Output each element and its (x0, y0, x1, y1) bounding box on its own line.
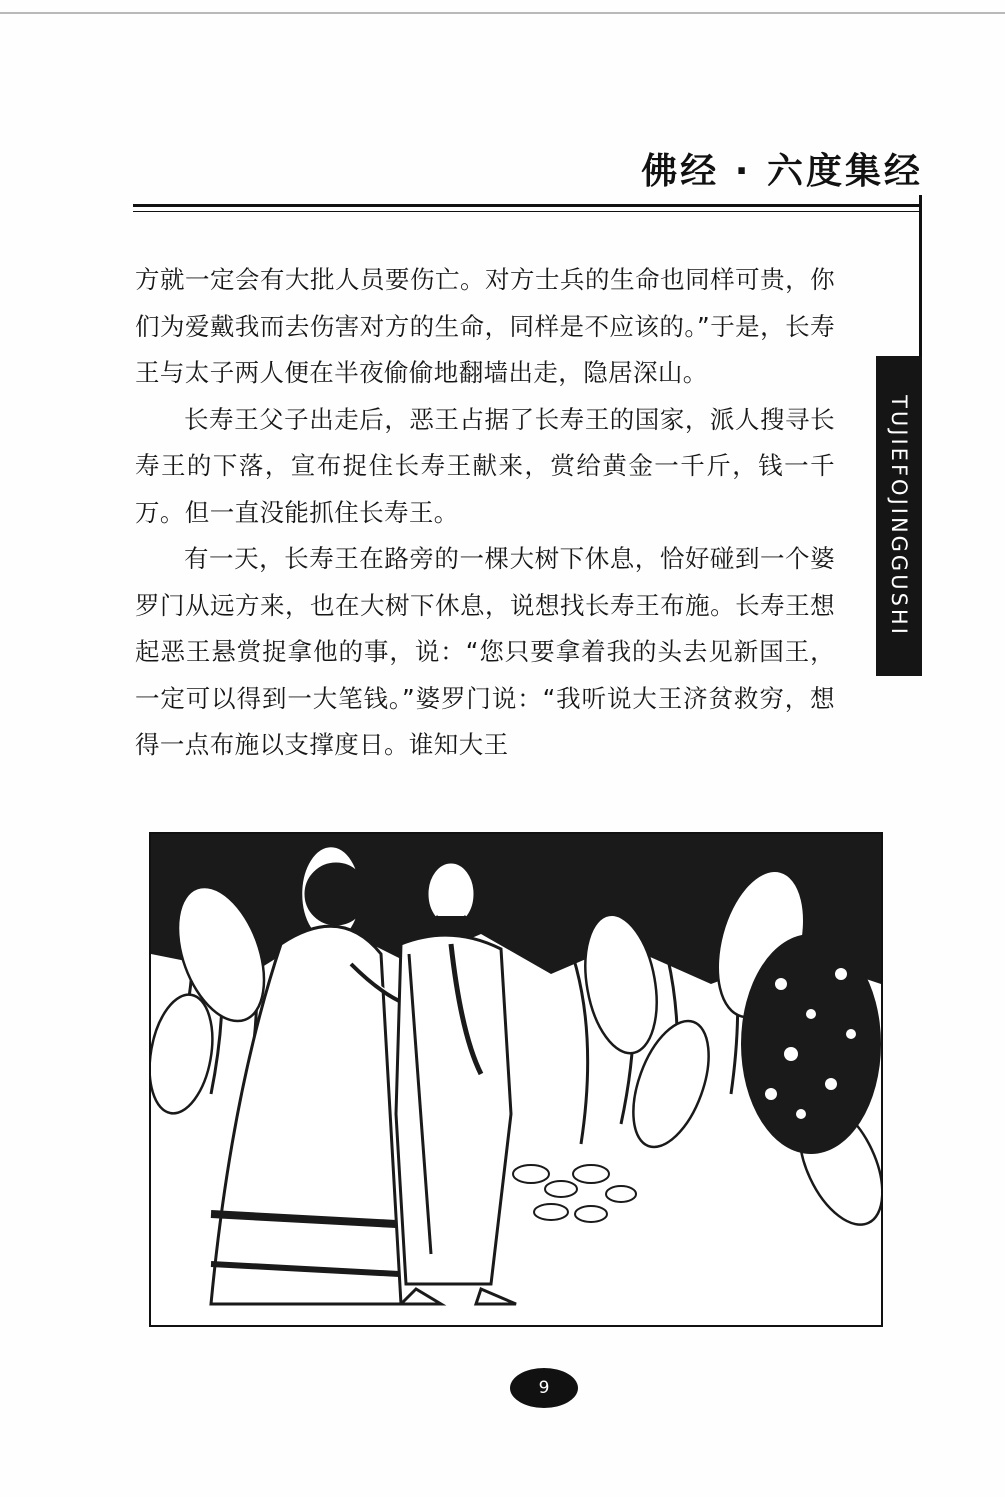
page-number-badge: 9 (510, 1368, 578, 1408)
side-tab-label: TUJIEFOJINGGUSHI (887, 395, 912, 637)
top-edge-rule (0, 12, 1005, 14)
illustration (149, 832, 883, 1327)
body-text (135, 257, 835, 769)
header-rule-vertical (919, 195, 922, 365)
paragraph-3: 有一天，长寿王在路旁的一棵大树下休息，恰好碰到一个婆罗门从远方来，也在大树下休息，说想找长寿王布施。长寿王想起恶王悬赏捉拿他的事，说：“您只要拿着我的头去见新国王，一定可以得到一大笔钱。”婆罗门说：“我听说大王济贫救穷，想得一点布施以支撑度日。谁知大王 (135, 544, 835, 759)
paragraph-1: 方就一定会有大批人员要伤亡。对方士兵的生命也同样可贵，你们为爱戴我而去伤害对方的生命，同样是不应该的。”于是，长寿王与太子两人便在半夜偷偷地翻墙出走，隐居深山。 (135, 265, 835, 387)
running-header-title: 佛经 · 六度集经 (641, 151, 923, 192)
header-rule-thin (133, 211, 922, 212)
side-tab (876, 356, 922, 676)
paragraph-2: 长寿王父子出走后，恶王占据了长寿王的国家，派人搜寻长寿王的下落，宣布捉住长寿王献来，赏给黄金一千斤，钱一千万。但一直没能抓住长寿王。 (135, 404, 835, 527)
illustration-drawing (151, 834, 881, 1325)
header-rule-thick (133, 204, 922, 207)
